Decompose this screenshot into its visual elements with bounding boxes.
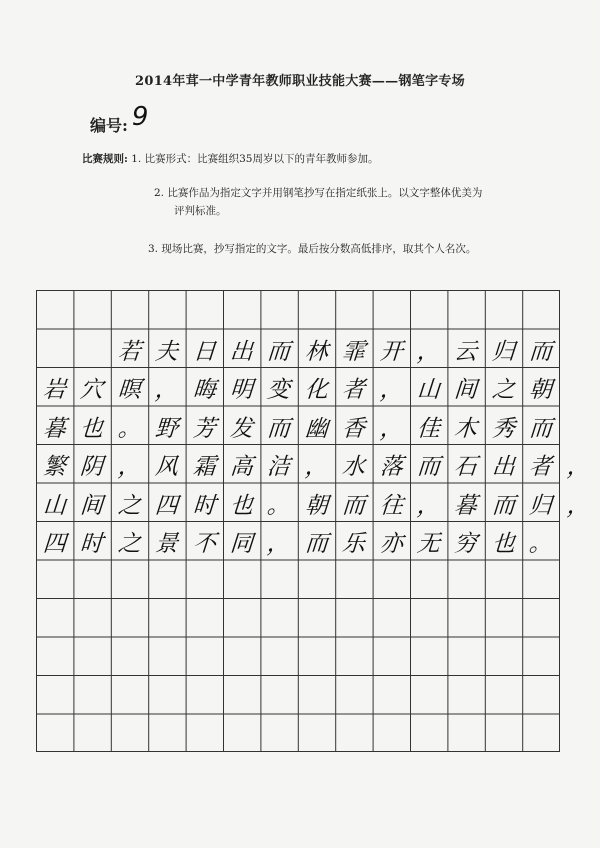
grid-character: 而 — [528, 415, 554, 442]
grid-character: ， — [565, 492, 591, 519]
grid-character: 时 — [191, 492, 217, 519]
number-value: 9 — [131, 102, 149, 132]
grid-character: 四 — [154, 492, 180, 519]
grid-character: 景 — [154, 530, 180, 557]
grid-character: 开 — [378, 338, 404, 365]
grid-character: ， — [266, 530, 292, 557]
grid-character: ， — [116, 453, 142, 480]
grid-character: 而 — [341, 492, 367, 519]
writing-grid — [36, 290, 591, 752]
grid-character: 繁 — [42, 453, 67, 480]
grid-character: 明 — [229, 376, 254, 403]
grid-character: 霜 — [191, 453, 217, 480]
grid-character: 日 — [191, 338, 217, 365]
grid-character: 无 — [416, 530, 441, 557]
grid-character: 穴 — [79, 376, 105, 403]
grid-character: 暮 — [453, 492, 479, 519]
grid-character: 秀 — [490, 415, 516, 442]
grid-character: 晦 — [191, 376, 217, 403]
grid-character: 高 — [229, 453, 254, 480]
grid-character: 而 — [266, 415, 292, 442]
grid-character: 落 — [378, 453, 404, 480]
grid-character: 而 — [528, 338, 554, 365]
grid-character: 者 — [528, 453, 554, 480]
grid-character: 朝 — [303, 492, 329, 519]
grid-character: 四 — [42, 530, 67, 557]
grid-character: 山 — [416, 376, 441, 403]
grid-character: 而 — [266, 338, 292, 365]
grid-character: 石 — [453, 453, 479, 480]
grid-character: 而 — [490, 492, 516, 519]
rule-item-2: 2. 比赛作品为指定文字并用钢笔抄写在指定纸张上。以文字整体优美为 — [154, 187, 483, 199]
grid-character: 出 — [229, 338, 254, 365]
grid-character: 变 — [266, 376, 292, 403]
grid-character: 之 — [116, 492, 142, 519]
grid-character: 而 — [303, 530, 329, 557]
grid-character: 香 — [341, 415, 367, 442]
grid-character: 间 — [453, 376, 479, 403]
grid-character: 之 — [116, 530, 142, 557]
grid-character: ， — [303, 453, 329, 480]
grid-character: 风 — [154, 453, 180, 480]
grid-character: 暝 — [116, 376, 142, 403]
grid-character: 水 — [341, 453, 367, 480]
grid-character: 云 — [453, 338, 479, 365]
grid-character: 同 — [229, 530, 254, 557]
page-title: 2014年茸一中学青年教师职业技能大赛——钢笔字专场 — [135, 74, 465, 89]
grid-character: ， — [565, 453, 591, 480]
grid-character: 不 — [191, 530, 217, 557]
grid-character: 霏 — [341, 338, 367, 365]
grid-character: 乐 — [341, 530, 367, 557]
grid-character: 。 — [528, 530, 554, 557]
grid-character: 间 — [79, 492, 105, 519]
grid-character: 也 — [79, 415, 105, 442]
grid-character: 亦 — [378, 530, 404, 557]
grid-character: 化 — [303, 376, 329, 403]
grid-character: 朝 — [528, 376, 554, 403]
grid-character: 而 — [416, 453, 441, 480]
grid-character: 木 — [453, 415, 479, 442]
grid-character: ， — [378, 376, 404, 403]
grid-character: ， — [154, 376, 180, 403]
grid-character: ， — [416, 492, 441, 519]
grid-character: 岩 — [42, 376, 67, 403]
grid-character: 发 — [229, 415, 254, 442]
grid-character: 佳 — [416, 415, 441, 442]
grid-character: ， — [416, 338, 441, 365]
grid-character: 往 — [378, 492, 404, 519]
grid-character: 。 — [266, 492, 292, 519]
grid-character: 穷 — [453, 530, 479, 557]
grid-character: 之 — [490, 376, 516, 403]
grid-character: 洁 — [266, 453, 292, 480]
grid-character: 夫 — [154, 338, 180, 365]
grid-character: 者 — [341, 376, 367, 403]
grid-character: 。 — [116, 415, 142, 442]
grid-character: 幽 — [303, 415, 329, 442]
grid-character: 归 — [528, 492, 554, 519]
grid-character: 山 — [42, 492, 67, 519]
grid-character: ， — [378, 415, 404, 442]
grid-character: 出 — [490, 453, 516, 480]
grid-character: 野 — [154, 415, 180, 442]
entry-number — [90, 102, 149, 138]
number-label: 编号: — [90, 116, 128, 135]
grid-character: 阴 — [79, 453, 105, 480]
rules-label: 比赛规则: — [82, 153, 128, 165]
rule-item-3: 3. 现场比赛，抄写指定的文字。最后按分数高低排序，取其个人名次。 — [148, 243, 477, 255]
grid-character: 归 — [490, 338, 516, 365]
grid-character: 也 — [229, 492, 254, 519]
grid-character: 也 — [490, 530, 516, 557]
grid-character: 芳 — [191, 415, 217, 442]
rule-item-2-cont: 评判标准。 — [174, 205, 227, 217]
grid-character: 林 — [303, 338, 329, 365]
grid-character: 暮 — [42, 415, 67, 442]
rule-item-1: 1. 比赛形式：比赛组织35周岁以下的青年教师参加。 — [131, 153, 379, 165]
grid-character: 时 — [79, 530, 105, 557]
grid-character: 若 — [116, 338, 142, 365]
